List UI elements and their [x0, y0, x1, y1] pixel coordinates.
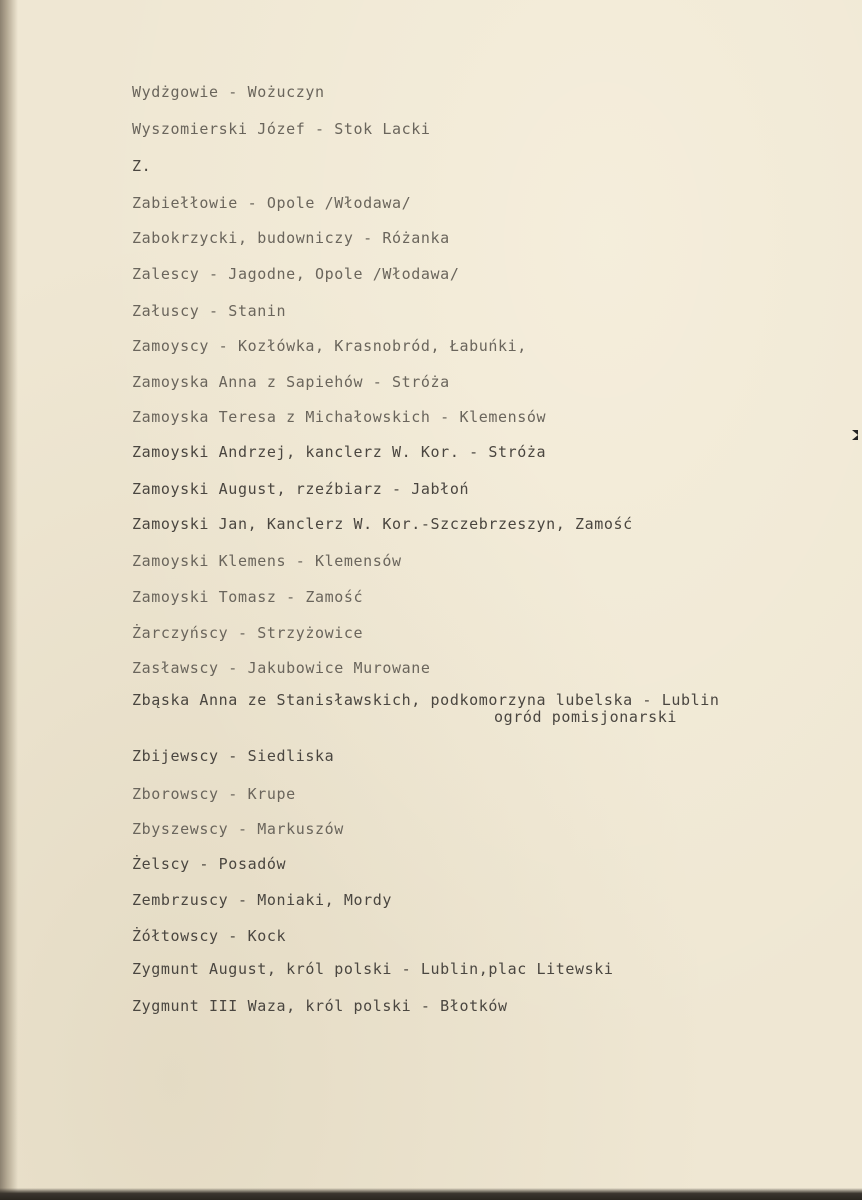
index-entry: Zamoyska Anna z Sapiehów - Stróża: [132, 373, 450, 391]
index-entry: Zalescy - Jagodne, Opole /Włodawa/: [132, 265, 460, 283]
index-entry: Wyszomierski Józef - Stok Lacki: [132, 120, 431, 138]
index-entry: Żarczyńscy - Strzyżowice: [132, 624, 364, 642]
index-entry: Zamoyska Teresa z Michałowskich - Klemensów: [132, 408, 547, 426]
index-entry: Zamoyski Tomasz - Zamość: [132, 588, 364, 606]
section-letter: Z.: [132, 157, 152, 175]
index-entry: Wydżgowie - Wożuczyn: [132, 83, 325, 101]
index-entry: Zygmunt III Waza, król polski - Błotków: [132, 997, 508, 1015]
index-entry-continuation: ogród pomisjonarski: [494, 708, 677, 726]
margin-ink-mark: [852, 430, 858, 440]
page-bottom-edge: [0, 1188, 862, 1200]
index-entry-first-line: Zbąska Anna ze Stanisławskich, podkomorzyna lubelska - Lublin: [132, 691, 720, 709]
index-entry: Zamoyscy - Kozłówka, Krasnobród, Łabuńki,: [132, 337, 527, 355]
index-entry: Zasławscy - Jakubowice Murowane: [132, 659, 431, 677]
index-entry: Zamoyski August, rzeźbiarz - Jabłoń: [132, 480, 470, 498]
index-entry: Zamoyski Andrzej, kanclerz W. Kor. - Stróża: [132, 443, 547, 461]
index-entry: Żółtowscy - Kock: [132, 927, 287, 945]
index-entry: Zbyszewscy - Markuszów: [132, 820, 344, 838]
index-entry: Zabokrzycki, budowniczy - Różanka: [132, 229, 450, 247]
index-entry: Zamoyski Jan, Kanclerz W. Kor.-Szczebrzeszyn, Zamość: [132, 515, 633, 533]
index-entry-multiline: [132, 690, 719, 724]
index-entry: Żelscy - Posadów: [132, 855, 287, 873]
index-entry: Zamoyski Klemens - Klemensów: [132, 552, 402, 570]
index-entry: Zbijewscy - Siedliska: [132, 747, 335, 765]
page-binding-edge: [0, 0, 18, 1200]
index-entry: Zborowscy - Krupe: [132, 785, 296, 803]
index-entry: Zabiełłowie - Opole /Włodawa/: [132, 194, 412, 212]
index-entry: Zembrzuscy - Moniaki, Mordy: [132, 891, 393, 909]
index-entry: Załuscy - Stanin: [132, 302, 287, 320]
index-entry: Zygmunt August, król polski - Lublin,plac Litewski: [132, 960, 614, 978]
